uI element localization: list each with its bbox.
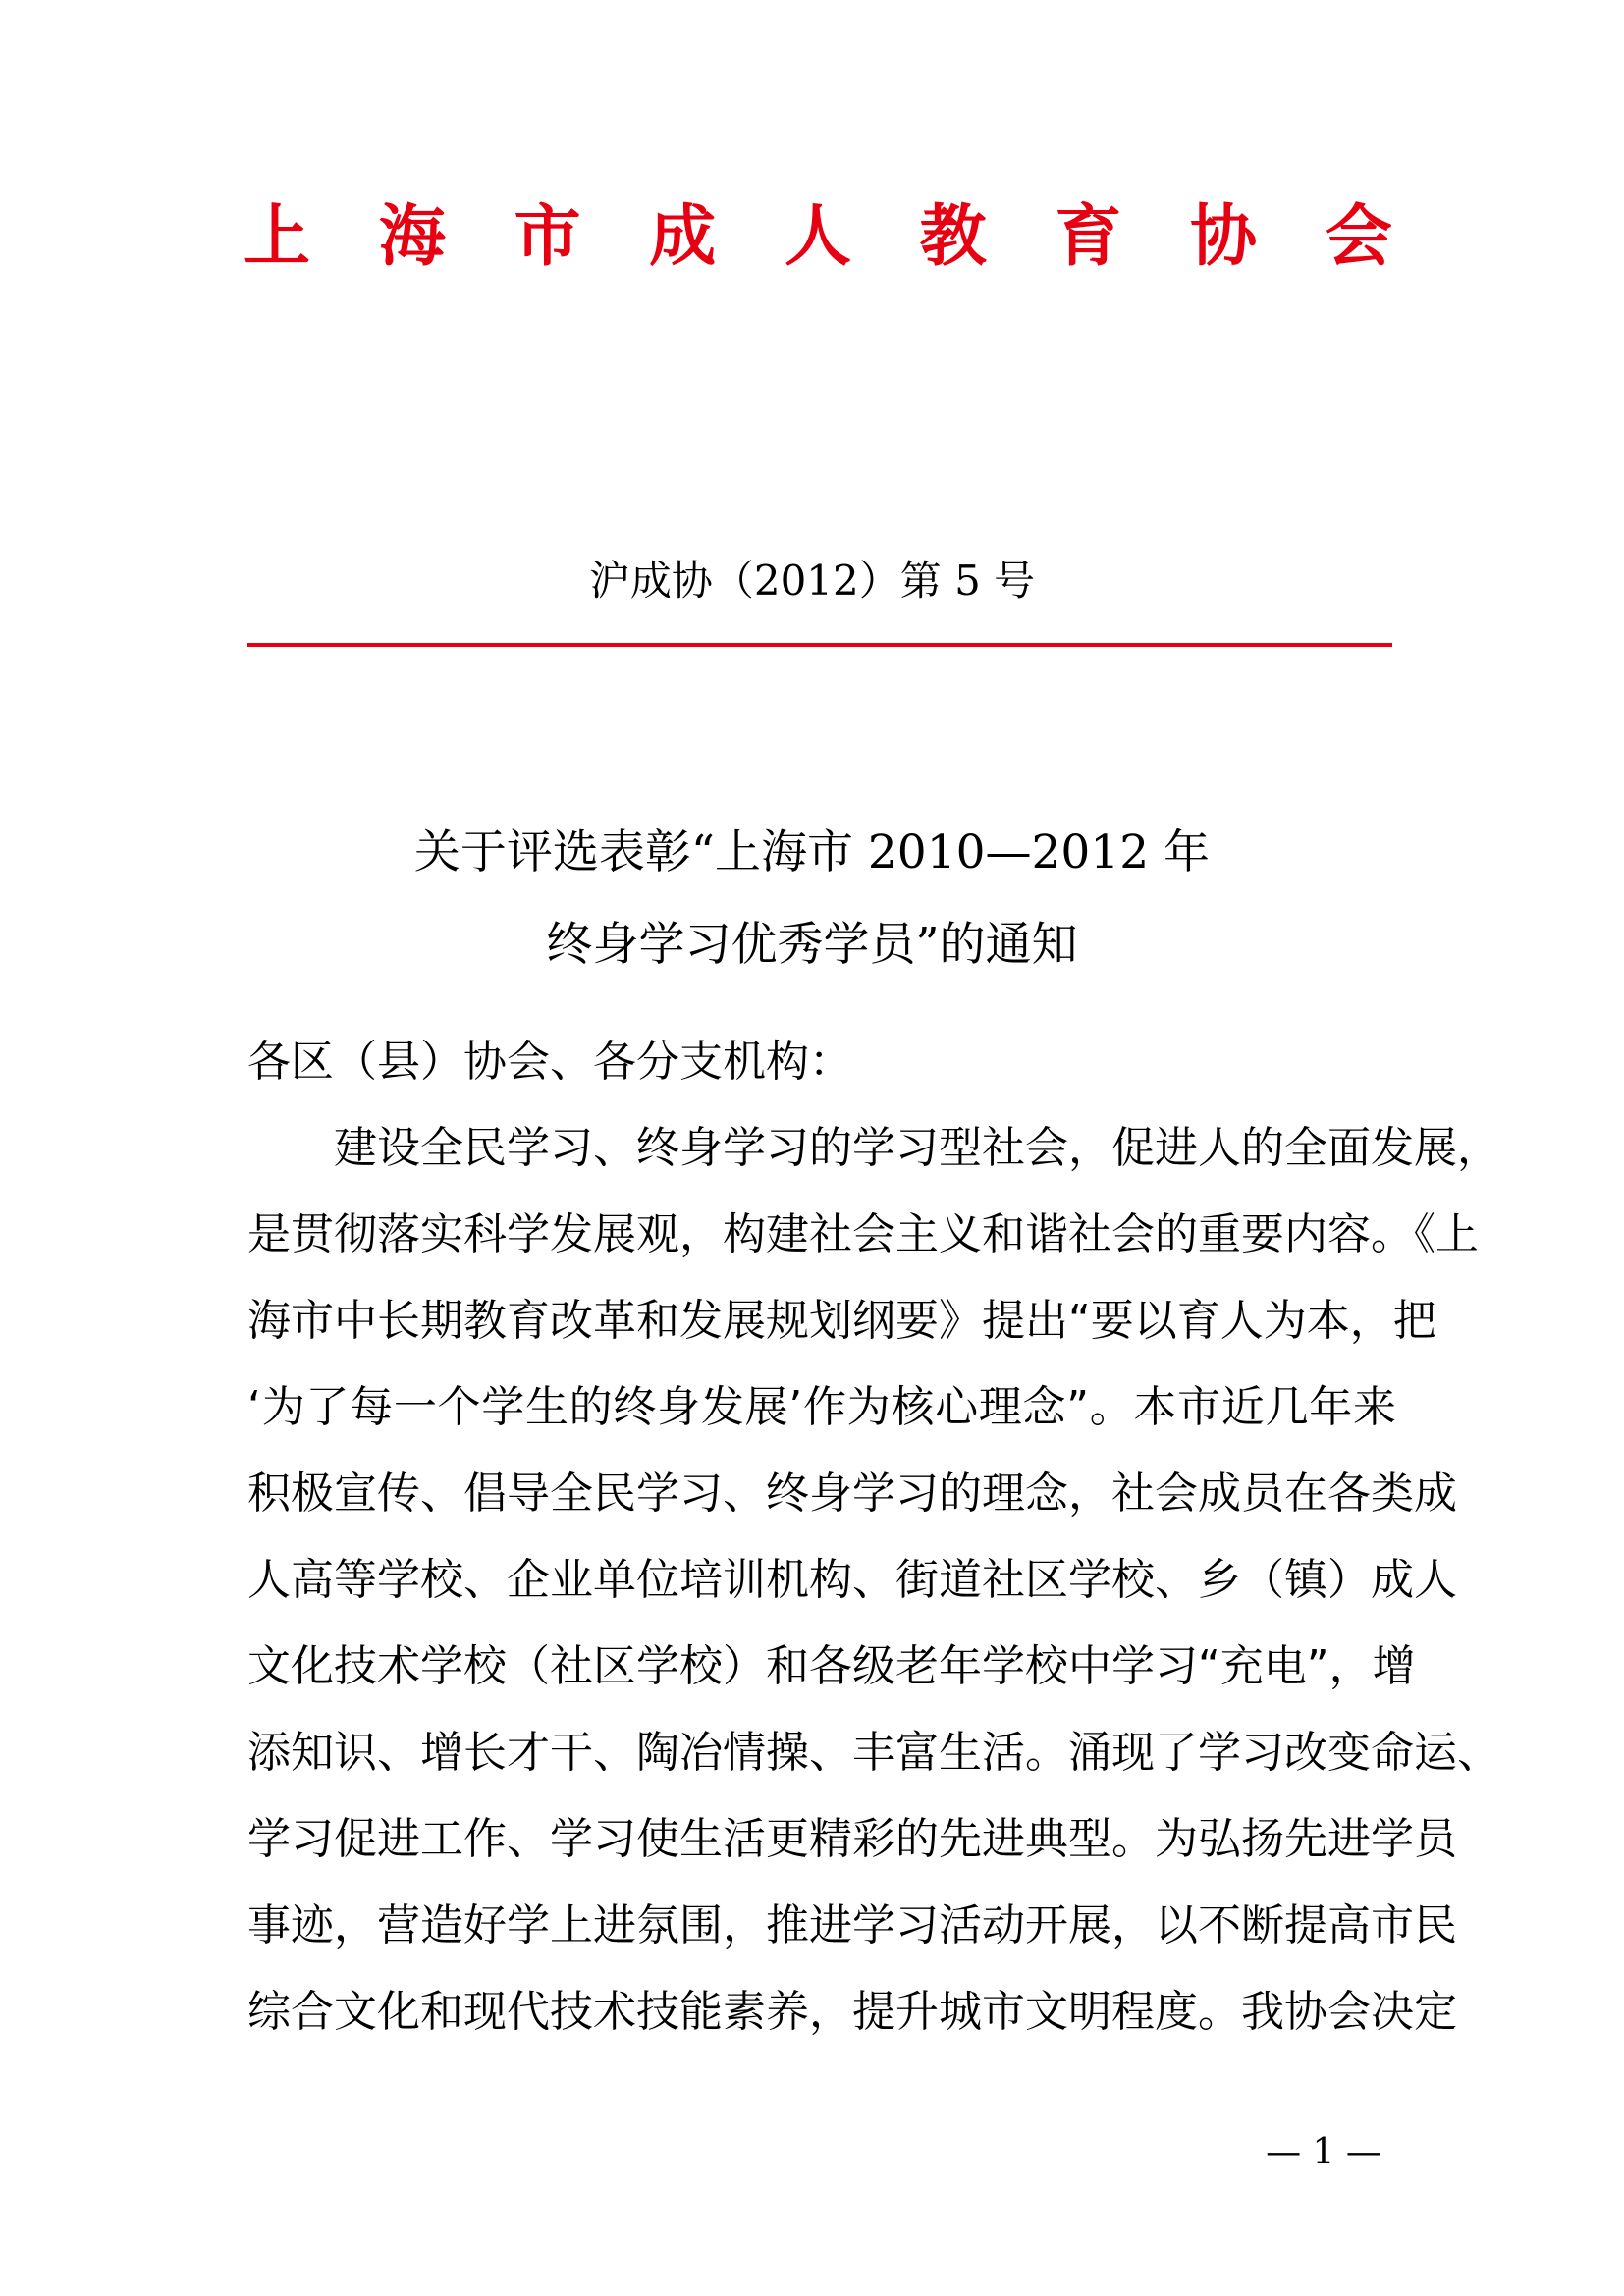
- body-line: 积极宣传、倡导全民学习、终身学习的理念，社会成员在各类成: [247, 1468, 1457, 1519]
- notice-title-line: 关于评选表彰“上海市 2010—2012 年: [413, 826, 1211, 880]
- body-line: 添知识、增长才干、陶冶情操、丰富生活。涌现了学习改变命运、: [247, 1728, 1500, 1778]
- body-line: 文化技术学校（社区学校）和各级老年学校中学习“充电”，增: [247, 1641, 1416, 1691]
- salutation: 各区（县）协会、各分支机构：: [247, 1037, 852, 1087]
- org-title-char: 成: [649, 197, 717, 276]
- org-title-char: 上: [244, 197, 311, 276]
- org-title-char: 人: [784, 197, 851, 276]
- body-line: 海市中长期教育改革和发展规划纲要》提出“要以育人为本，把: [247, 1296, 1436, 1346]
- org-title-char: 海: [378, 197, 446, 276]
- document-number: 沪成协（2012）第 5 号: [588, 557, 1036, 605]
- notice-title-line: 终身学习优秀学员”的通知: [546, 918, 1078, 972]
- body-line: 建设全民学习、终身学习的学习型社会，促进人的全面发展，: [247, 1123, 1500, 1173]
- body-text: [247, 1019, 1500, 2056]
- org-title-char: 育: [1055, 197, 1122, 276]
- notice-title: [0, 807, 1624, 991]
- org-title-char: 会: [1325, 197, 1392, 276]
- org-title-char: 教: [919, 197, 987, 276]
- org-title-char: 市: [514, 197, 581, 276]
- body-line: 事迹，营造好学上进氛围，推进学习活动开展，以不断提高市民: [247, 1900, 1457, 1950]
- org-title-char: 协: [1190, 197, 1258, 276]
- body-line: ‘为了每一个学生的终身发展’作为核心理念”。本市近几年来: [247, 1382, 1396, 1432]
- organization-title: [244, 192, 1392, 281]
- body-line: 综合文化和现代技术技能素养，提升城市文明程度。我协会决定: [247, 1987, 1457, 2037]
- body-line: 人高等学校、企业单位培训机构、街道社区学校、乡（镇）成人: [247, 1555, 1457, 1605]
- body-line: 是贯彻落实科学发展观，构建社会主义和谐社会的重要内容。《上: [247, 1209, 1479, 1259]
- header-divider: [247, 643, 1392, 647]
- page-number: — 1 —: [1266, 2132, 1381, 2172]
- body-line: 学习促进工作、学习使生活更精彩的先进典型。为弘扬先进学员: [247, 1814, 1457, 1864]
